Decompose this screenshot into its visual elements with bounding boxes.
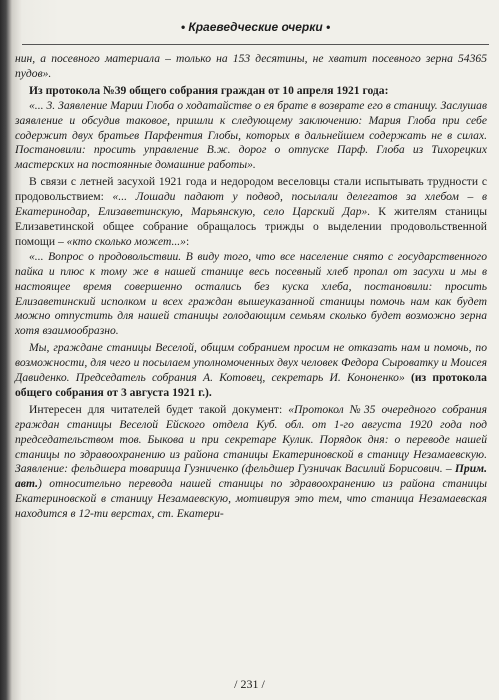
paragraph-document: [15, 403, 487, 522]
body-text: [15, 52, 487, 522]
request-quote: Мы, граждане станицы Веселой, общим собранием просим не отказать нам и помочь, по возможности, для чего и посылаем уполномоченных двух человек Федора Сыроватку и Моисея Давиденко. Председатель собрания А. Котовец, секретарь И. Кононенко»: [15, 341, 487, 385]
page-number: / 231 /: [234, 677, 265, 691]
quote-glоba: «... 3. Заявление Марии Глоба о ходатайстве о ея брате в возврате его в станицу. Заслушав заявление и обсудив таковое, пришли к следующему заключению: Мария Глоба при себе содержит двух братьев Парфентия Глобы, которых в дальнейшем содержать не в силах. Постановили: просить управление В.ж. дорог о отпуске Парф. Глоба из Тихорецких мастерских на постоянные домашние работы».: [15, 98, 487, 172]
drought-quote-2: «кто сколько может...»: [66, 234, 186, 248]
paragraph-continuation: нин, а посевного материала – только на 153 десятины, не хватит посевного зерна 54365 пудов».: [15, 52, 487, 80]
drought-text: В связи с летней засухой 1921 года и недородом веселовцы стали испытывать трудности с продовольствием:: [15, 175, 487, 204]
protocol-heading: Из протокола №39 общего собрания граждан от 10 апреля 1921 года:: [29, 83, 389, 97]
drought-text-2: К жителям станицы Елизаветинской общее собрание обращалось трижды о выделении продовольственной помощи –: [15, 205, 487, 248]
drought-quote: «... Лошади падают у подвод, посылали делегатов за хлебом – в Екатеринодар, Елизаветинскую, Марьянскую, село Царский Дар».: [15, 190, 487, 219]
paragraph-drought: [15, 175, 487, 250]
header-rule: [22, 44, 489, 45]
request-source: (из протокола общего собрания от 3 августа 1921 г.).: [15, 371, 487, 399]
document-quote: «Протокол №35 очередного собрания граждан станицы Веселой Ейского отдела Куб. обл. от 1-го августа 1920 года под председательством тов. Быкова и при секретаре Кулик. Порядок дня: о переводе нашей станицы по здравоохранению из района станицы Екатериновской в станицу Незамаевскую. Заявление: фельдшера товарища Гузниченко (фельдшер Гузничак Василий Борисович. –: [15, 402, 487, 476]
paragraph-request: [15, 341, 487, 401]
drought-colon: :: [185, 234, 190, 248]
quote-food: «... Вопрос о продовольствии. В виду того, что все население снято с государственного пайка и плюс к тому же в нашей станице весь посевный хлеб пропал от засухи и мы в настоящее время совершенно остались без куска хлеба, постановили: просить Елизаветинский исполком и всех граждан вышеуказанной станицы помочь нам как будет можно отпустить для нашей станицы голодающим семьям сколько будет возможно зерна хотя взаимообразно.: [15, 249, 487, 338]
running-header: • Краеведческие очерки •: [180, 20, 331, 34]
document-quote-2: ) относительно перевода нашей станицы по здравоохранению из района станицы Екатериновской в станицу Незамаевскую, мотивируя это тем, что станица Незамаевская находится в 12-ти верстах, ст. Екатери-: [15, 477, 487, 521]
author-note: Прим. авт.: [15, 462, 487, 491]
document-intro: Интересен для читателей будет такой документ:: [29, 402, 289, 416]
